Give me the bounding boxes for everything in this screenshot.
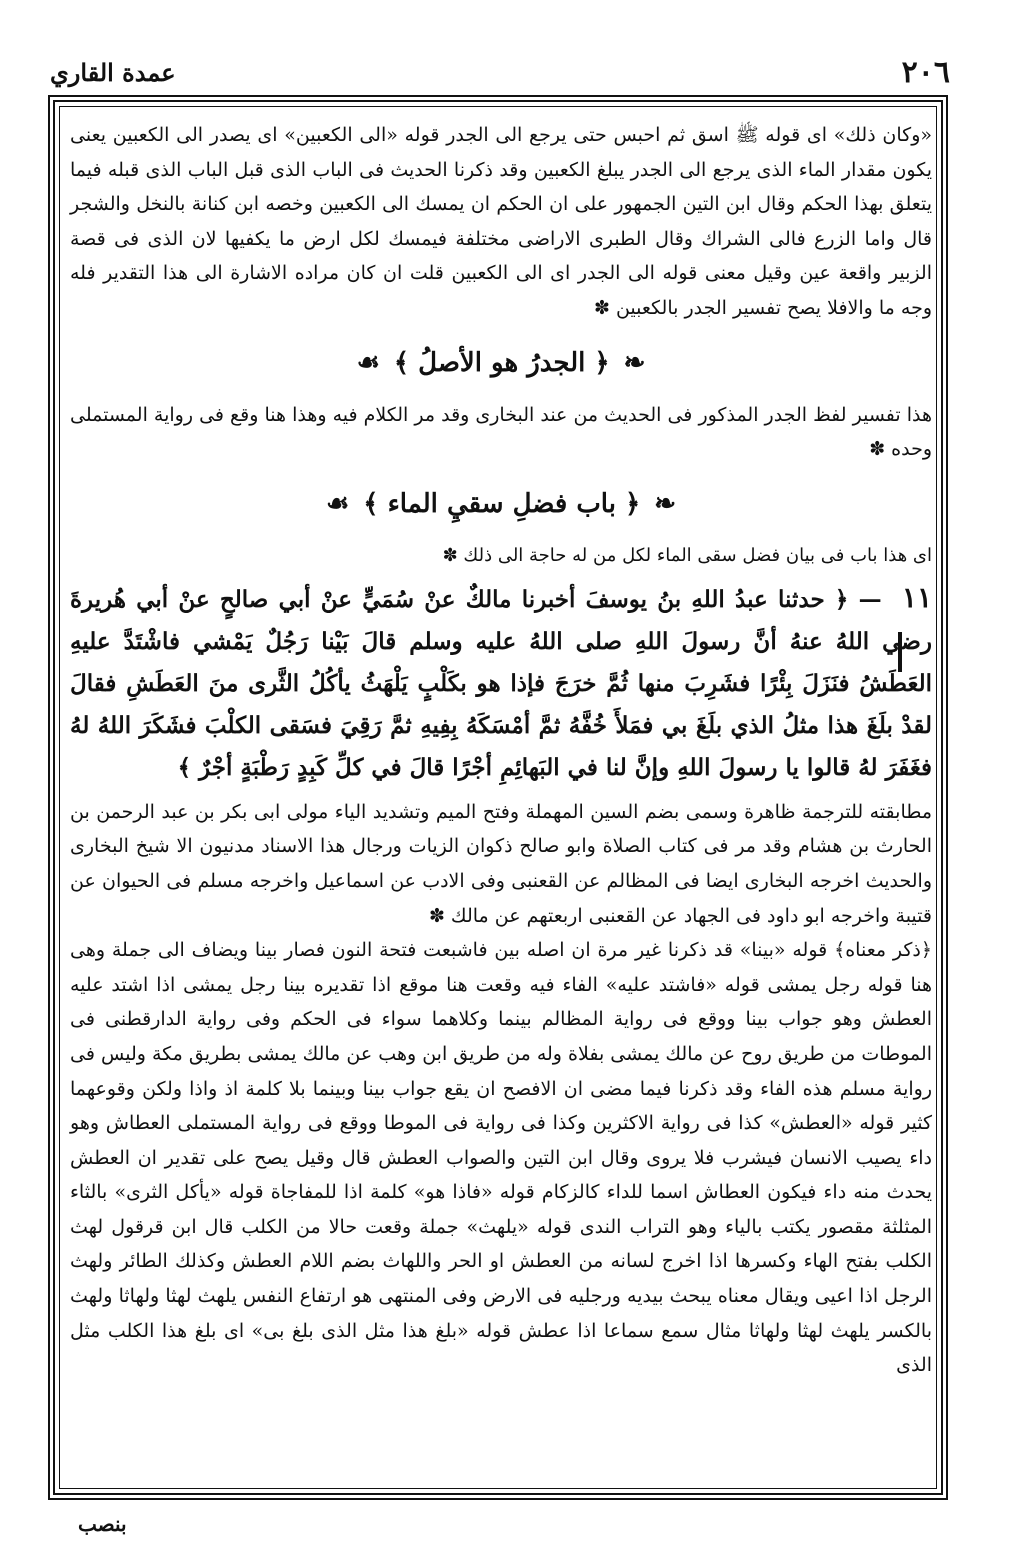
ornament-left-icon: ☙	[325, 489, 350, 520]
commentary-paragraph-1: «وكان ذلك» اى قوله ﷺ اسق ثم احبس حتى يرجع الى الجدر قوله «الى الكعبين» اى يصدر الى الكعبين يعنى يكون مقدار الماء الذى يرجع الى الجدر يبلغ الكعبين وقد ذكرنا الحديث فى الباب الذى قبل الباب الذى قبله فيما يتعلق بهذا الحكم وقال ابن التين الجمهور على ان الحكم ان يمسك الى الكعبين وخصه ابن كنانة بالنخل والشجر قال واما الزرع فالى الشراك وقال الطبرى الاراضى مختلفة فيمسك لكل ارض ما يكفيها لان الذى فى قصة الزبير واقعة عين وقيل معنى قوله الى الجدر اى الى الكعبين قلت ان كان مراده الاشارة الى هذا التقدير فله وجه ما والافلا يصح تفسير الجدر بالكعبين ✽	[70, 124, 932, 319]
catchword: بنصب	[78, 1512, 127, 1536]
hadith-text-block	[70, 577, 932, 789]
heading-jadr-text: ﴿ الجدرُ هو الأصلُ ﴾	[393, 348, 610, 379]
ornament-right-icon: ❧	[654, 489, 677, 520]
hadith-text: — ﴿ حدثنا عبدُ اللهِ بنُ يوسفَ أخبرنا مالكٌ عنْ سُمَيٍّ عنْ أبي صالحٍ عنْ أبي هُريرةَ رضي اللهُ عنهُ أنَّ رسولَ اللهِ صلى اللهُ عليه وسلم قالَ بَيْنا رَجُلٌ يَمْشي فاشْتَدَّ عليهِ العَطَشُ فنَزَلَ بِئْرًا فشَرِبَ منها ثُمَّ خرَجَ فإذا هو بكَلْبٍ يَلْهَثُ يأكُلُ الثَّرى منَ العَطَشِ فقالَ لقدْ بلَغَ هذا مثلُ الذي بلَغَ بي فمَلأَ خُفَّهُ ثمَّ أمْسَكَهُ بِفِيهِ ثمَّ رَقِيَ فسَقى الكلْبَ فشَكَرَ اللهُ لهُ فغَفَرَ لهُ قالوا يا رسولَ اللهِ وإنَّ لنا في البَهائِمِ أجْرًا قالَ في كلِّ كَبِدٍ رَطْبَةٍ أجْرٌ ﴾	[70, 585, 932, 781]
hadith-number: ١١	[901, 580, 932, 614]
ornament-left-icon: ☙	[356, 348, 380, 379]
section-heading-bab	[70, 481, 932, 529]
commentary-paragraph-2: هذا تفسير لفظ الجدر المذكور فى الحديث من عند البخارى وقد مر الكلام فيه وهذا هنا وقع فى رواية المستملى وحده ✽	[70, 403, 932, 461]
commentary-paragraph-4: مطابقته للترجمة ظاهرة وسمى بضم السين المهملة وفتح الميم وتشديد الياء مولى ابى بكر بن عبد الرحمن بن الحارث بن هشام وقد مر فى كتاب الصلاة وابو صالح ذكوان الزيات ورجال هذا الاسناد مدنيون الا شيخ البخارى والحديث اخرجه البخارى ايضا فى المظالم عن القعنبى وفى الادب عن اسماعيل واخرجه مسلم فى الحيوان عن قتيبة واخرجه ابو داود فى الجهاد عن القعنبى اربعتهم عن مالك ✽	[70, 800, 932, 927]
heading-bab-text: ﴿ باب فضلِ سقيِ الماء ﴾	[363, 489, 641, 520]
commentary-paragraph-3: اى هذا باب فى بيان فضل سقى الماء لكل من له حاجة الى ذلك ✽	[442, 544, 932, 566]
section-heading-jadr	[70, 340, 932, 388]
page-header	[50, 52, 950, 92]
running-title: عمدة القاري	[50, 57, 176, 87]
ornament-right-icon: ❧	[623, 348, 646, 379]
page-content	[70, 118, 932, 1383]
page-number: ٢٠٦	[901, 54, 950, 90]
commentary-paragraph-5: ﴿ذكر معناه﴾ قوله «بينا» قد ذكرنا غير مرة ان اصله بين فاشبعت فتحة النون فصار بينا ويضاف الى جملة وهى هنا قوله رجل يمشى قوله «فاشتد عليه» الفاء فيه وقعت هنا موقع اذا تقديره بينا رجل يمشى اذا اشتد عليه العطش وهو جواب بينا ووقع فى رواية المظالم بينما وكلاهما سواء فى الحكم وفى رواية الدارقطنى فى الموطات من طريق روح عن مالك يمشى بفلاة وله من طريق ابن وهب عن مالك يمشى بطريق مكة وليس فى رواية مسلم هذه الفاء وقد ذكرنا فيما مضى ان الافصح ان يقع جواب بينا وبينما بلا كلمة اذ واذا ولكن وقوعهما كثير قوله «العطش» كذا فى رواية الاكثرين وكذا فى رواية فى الموطا ووقع فى رواية المستملى العطاش وهو داء يصيب الانسان فيشرب فلا يروى وقال ابن التين والصواب العطش قال وقيل يصح على تقدير ان العطش يحدث منه داء فيكون العطاش اسما للداء كالزكام قوله «فاذا هو» كلمة اذا للمفاجاة قوله «يأكل الثرى» بالثاء المثلثة مقصور يكتب بالياء وهو التراب الندى قوله «يلهث» جملة وقعت حالا من الكلب قال ابن قرقول لهث الكلب بفتح الهاء وكسرها اذا اخرج لسانه من العطش او الحر واللهاث بضم اللام العطش وكذلك الطائر ولهث الرجل اذا اعيى ويقال معناه يبحث بيديه ورجليه فى الارض وفى المنتهى هو ارتفاع النفس يلهث لهثا ولهاثا ولهث بالكسر يلهث لهثا ولهاثا مثال سمع سماعا اذا عطش قوله «بلغ هذا مثل الذى بلغ بى» اى بلغ هذا الكلب مثل الذى	[70, 939, 932, 1377]
